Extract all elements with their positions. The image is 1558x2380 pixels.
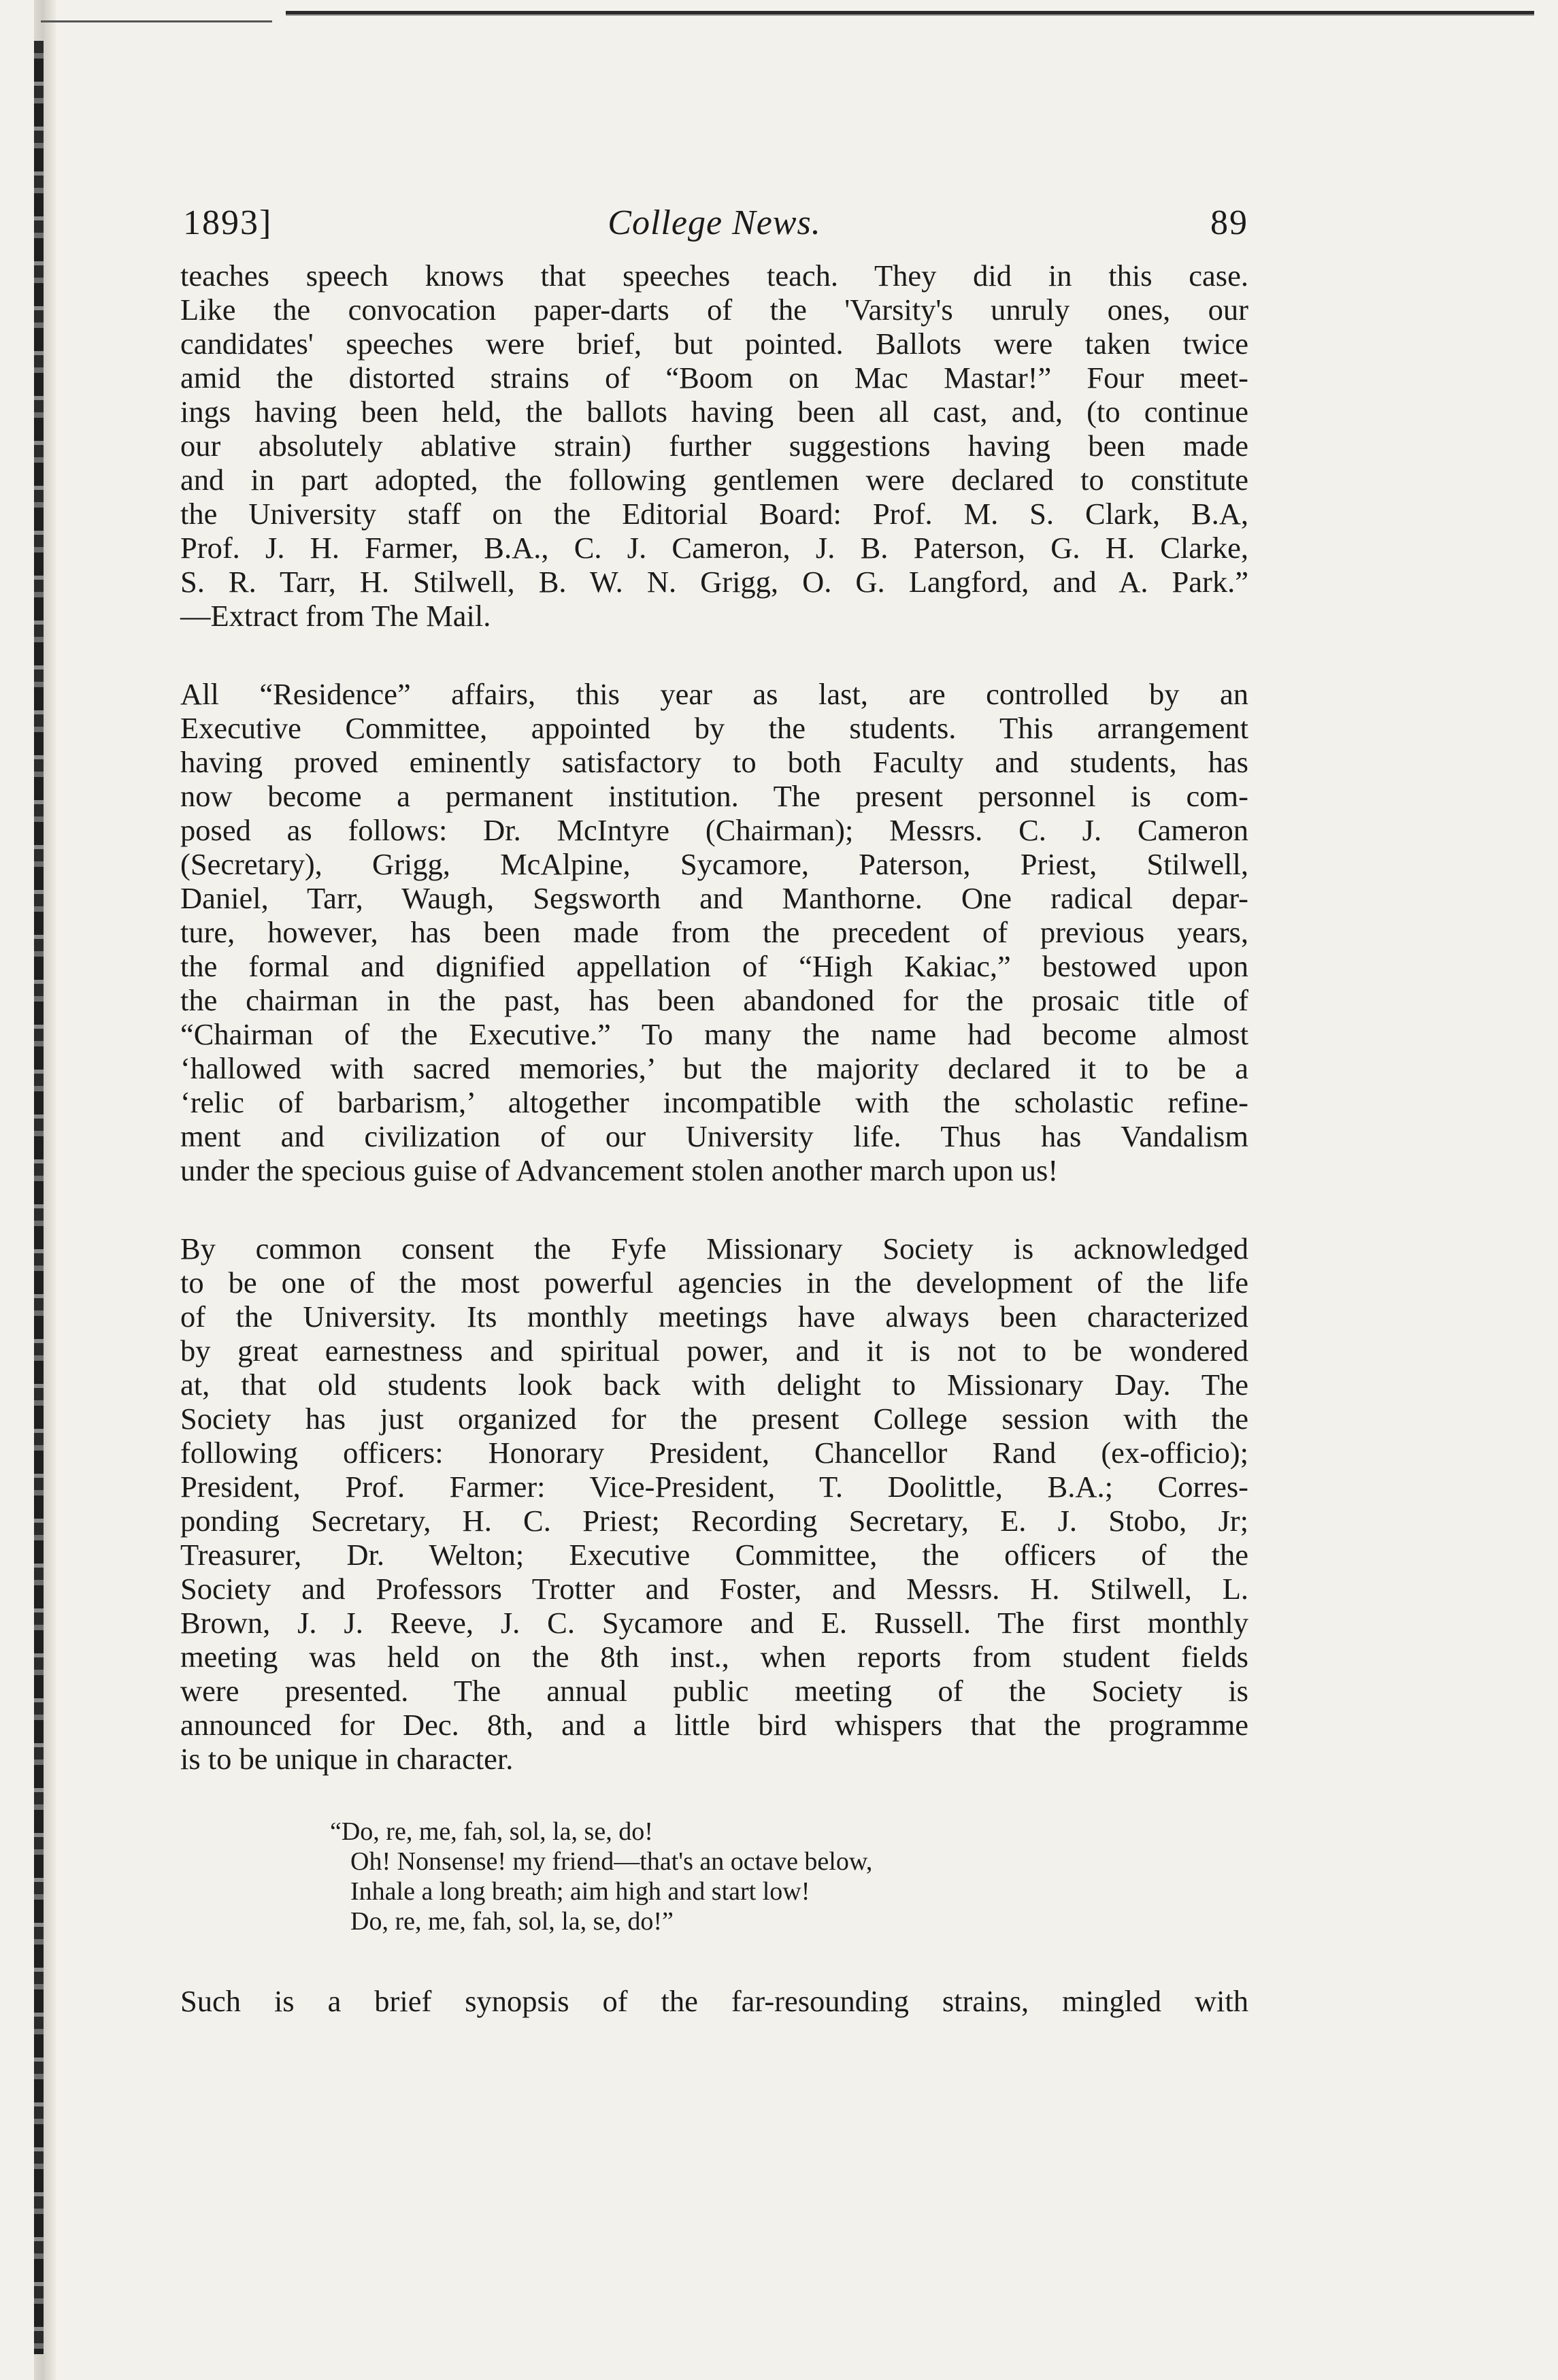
text-line: Society and Professors Trotter and Foster, and Messrs. H. Stilwell, L. [180,1572,1248,1606]
text-line: under the specious guise of Advancement stolen another march upon us! [180,1153,1059,1187]
document-page [180,184,1248,2018]
top-rule-left [41,20,272,22]
article-body [180,259,1248,2018]
header-page-number: 89 [1210,203,1248,242]
text-line: posed as follows: Dr. McIntyre (Chairman); Messrs. C. J. Cameron [180,813,1248,847]
text-line: meeting was held on the 8th inst., when reports from student fields [180,1640,1248,1674]
poem-line: Do, re, me, fah, sol, la, se, do!” [350,1907,674,1936]
text-line: and in part adopted, the following gentlemen were declared to constitute [180,463,1248,497]
text-line: —Extract from The Mail. [180,599,491,633]
poem-line: Oh! Nonsense! my friend—that's an octave below, [350,1847,873,1876]
text-line: Brown, J. J. Reeve, J. C. Sycamore and E. Russell. The first monthly [180,1606,1248,1640]
text-line: President, Prof. Farmer: Vice-President, T. Doolittle, B.A.; Corres- [180,1470,1248,1504]
text-line: candidates' speeches were brief, but pointed. Ballots were taken twice [180,327,1248,361]
text-line: ‘hallowed with sacred memories,’ but the majority declared it to be a [180,1051,1248,1085]
text-line: Daniel, Tarr, Waugh, Segsworth and Manthorne. One radical depar- [180,881,1248,915]
text-line: of the University. Its monthly meetings have always been characterized [180,1300,1248,1334]
text-line: the University staff on the Editorial Board: Prof. M. S. Clark, B.A, [180,497,1248,531]
text-line: S. R. Tarr, H. Stilwell, B. W. N. Grigg, O. G. Langford, and A. Park.” [180,565,1248,599]
text-line: to be one of the most powerful agencies in the development of the life [180,1266,1248,1300]
header-title: College News. [608,203,821,242]
text-line: having proved eminently satisfactory to both Faculty and students, has [180,745,1248,779]
text-line: is to be unique in character. [180,1742,514,1776]
text-line: ponding Secretary, H. C. Priest; Recording Secretary, E. J. Stobo, Jr; [180,1504,1248,1538]
text-line: Executive Committee, appointed by the students. This arrangement [180,711,1248,745]
closing-text-line: Such is a brief synopsis of the far-resounding strains, mingled with [180,1984,1248,2018]
paragraph-residence [180,677,1248,1187]
text-line: ture, however, has been made from the precedent of previous years, [180,915,1248,949]
text-line: ment and civilization of our University life. Thus has Vandalism [180,1119,1248,1153]
paragraph-editorial-board [180,259,1248,633]
text-line: by great earnestness and spiritual power, and it is not to be wondered [180,1334,1248,1368]
page-binding-edge [34,0,56,2380]
paragraph-missionary-society [180,1232,1248,1776]
text-line: our absolutely ablative strain) further suggestions having been made [180,429,1248,463]
header-year: 1893] [183,203,273,242]
text-line: Society has just organized for the present College session with the [180,1402,1248,1436]
text-line: were presented. The annual public meeting of the Society is [180,1674,1248,1708]
running-header [180,184,1248,259]
text-line: the formal and dignified appellation of “High Kakiac,” bestowed upon [180,949,1248,983]
text-line: amid the distorted strains of “Boom on Mac Mastar!” Four meet- [180,361,1248,395]
text-line: Like the convocation paper-darts of the 'Varsity's unruly ones, our [180,293,1248,327]
text-line: By common consent the Fyfe Missionary Society is acknowledged [180,1232,1248,1266]
poem-line: “Do, re, me, fah, sol, la, se, do! [330,1817,653,1846]
text-line: the chairman in the past, has been abandoned for the prosaic title of [180,983,1248,1017]
text-line: “Chairman of the Executive.” To many the name had become almost [180,1017,1248,1051]
text-line: All “Residence” affairs, this year as last, are controlled by an [180,677,1248,711]
text-line: following officers: Honorary President, Chancellor Rand (ex-officio); [180,1436,1248,1470]
text-line: at, that old students look back with delight to Missionary Day. The [180,1368,1248,1402]
text-line: Prof. J. H. Farmer, B.A., C. J. Cameron, J. B. Paterson, G. H. Clarke, [180,531,1248,565]
top-rule [286,11,1534,19]
poem-quotation [330,1817,1248,1936]
text-line: announced for Dec. 8th, and a little bird whispers that the programme [180,1708,1248,1742]
text-line: Treasurer, Dr. Welton; Executive Committee, the officers of the [180,1538,1248,1572]
text-line: (Secretary), Grigg, McAlpine, Sycamore, Paterson, Priest, Stilwell, [180,847,1248,881]
text-line: now become a permanent institution. The present personnel is com- [180,779,1248,813]
poem-line: Inhale a long breath; aim high and start low! [350,1877,810,1906]
text-line: ings having been held, the ballots having been all cast, and, (to continue [180,395,1248,429]
text-line: teaches speech knows that speeches teach. They did in this case. [180,259,1248,293]
text-line: ‘relic of barbarism,’ altogether incompatible with the scholastic refine- [180,1085,1248,1119]
